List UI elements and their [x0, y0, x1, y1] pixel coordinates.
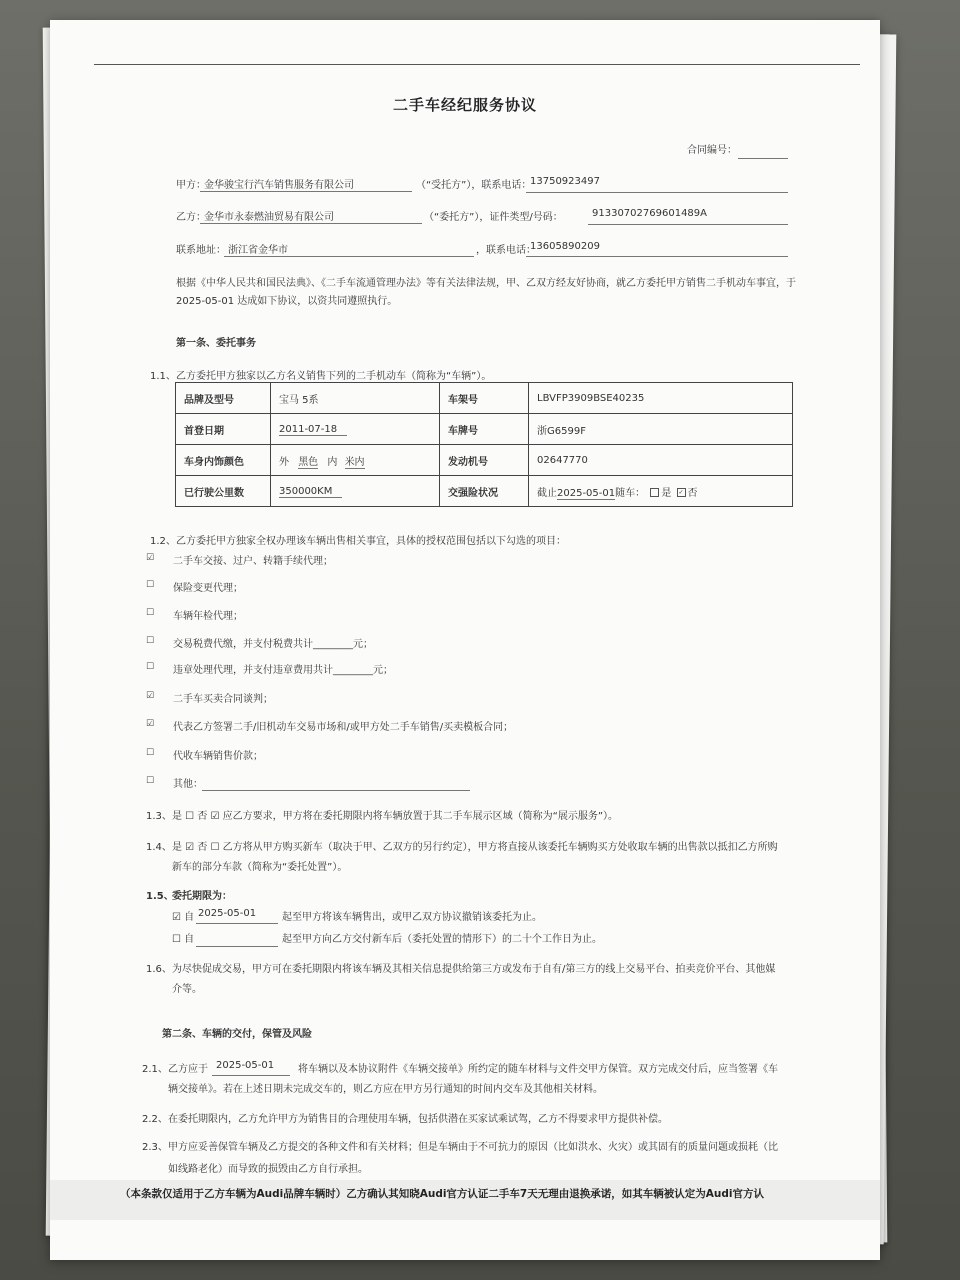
mileage-label: 已行驶公里数: [176, 476, 271, 507]
term-option-1-date: 2025-05-01: [198, 908, 257, 919]
plate-label: 车牌号: [440, 414, 529, 445]
term-option-2-underline: [196, 946, 278, 947]
party-b-name: 金华市永泰燃油贸易有限公司: [204, 212, 334, 223]
insurance-date: 2025-05-01: [557, 487, 616, 499]
party-b-phone: 13605890209: [530, 241, 600, 252]
other-underline: [202, 790, 470, 791]
option-9-checkbox[interactable]: ☐: [146, 776, 155, 786]
clause-2-2-number: 2.2、: [142, 1114, 168, 1125]
party-b-phone-label: ，联系电话：: [476, 245, 536, 256]
contract-number-underline: [738, 158, 788, 159]
table-row: [176, 476, 793, 507]
term-option-2-prefix: ☐ 自: [172, 934, 195, 945]
exterior-color: 黑色: [298, 456, 319, 468]
document-title: 二手车经纪服务协议: [392, 96, 537, 114]
party-b-address-underline: [224, 256, 474, 257]
option-3-checkbox[interactable]: ☐: [146, 608, 155, 618]
registration-date-label: 首登日期: [176, 414, 271, 445]
section-1-heading: 第一条、委托事务: [176, 338, 256, 349]
clause-1-1-text: 乙方委托甲方独家以乙方名义销售下列的二手机动车（简称为“车辆”）。: [176, 371, 492, 382]
party-a-label: 甲方：: [176, 180, 206, 191]
term-option-1-underline: [196, 923, 278, 924]
brand-value: 宝马 5系: [271, 383, 440, 414]
option-7-text: 代表乙方签署二手/旧机动车交易市场和/或甲方处二手车销售/买卖模板合同；: [173, 722, 514, 733]
clause-2-3-line-1: 甲方应妥善保管车辆及乙方提交的各种文件和有关材料；但是车辆由于不可抗力的原因（比如洪水、火灾）或其固有的质量问题或损耗（比: [168, 1142, 778, 1153]
vehicle-info-table: [175, 382, 793, 507]
option-8-text: 代收车辆销售价款；: [173, 751, 263, 762]
party-a-phone: 13750923497: [530, 176, 600, 187]
party-b-address-label: 联系地址：: [176, 245, 226, 256]
mileage-text: 350000KM: [279, 486, 342, 498]
clause-2-1-date-underline: [212, 1075, 290, 1076]
option-6-checkbox[interactable]: ☑: [146, 691, 155, 701]
mileage-value: [271, 476, 440, 507]
clause-1-6-number: 1.6、: [146, 964, 172, 975]
registration-date-value: [271, 414, 440, 445]
vin-label: 车架号: [440, 383, 529, 414]
party-a-phone-underline: [526, 192, 788, 193]
party-b-name-underline: [200, 223, 422, 224]
clause-1-4-number: 1.4、: [146, 842, 172, 853]
option-3-text: 车辆年检代理；: [173, 611, 243, 622]
party-b-phone-underline: [526, 256, 788, 257]
option-6-text: 二手车买卖合同谈判；: [173, 694, 273, 705]
plate-value: 浙G6599F: [529, 414, 793, 445]
intro-line-2: 2025-05-01 达成如下协议，以资共同遵照执行。: [176, 296, 398, 307]
insurance-no-checkbox[interactable]: ✓: [678, 489, 684, 496]
party-b-label: 乙方：: [176, 212, 206, 223]
color-value: [271, 445, 440, 476]
interior-label: 内: [327, 456, 338, 468]
exterior-label: 外: [279, 456, 289, 468]
clause-1-4-line-1: 是 ☑ 否 ☐ 乙方将从甲方购买新车（取决于甲、乙双方的另行约定），甲方将直接从该委托车辆购买方处收取车辆的出售款以抵扣乙方所购: [172, 842, 778, 853]
contract-number-label: 合同编号：: [687, 145, 737, 156]
table-row: [176, 383, 793, 414]
clause-1-3-number: 1.3、: [146, 811, 172, 822]
clause-1-5-number: 1.5、: [146, 891, 174, 902]
table-row: [176, 414, 793, 445]
clause-2-3-line-2: 如线路老化）而导致的损毁由乙方自行承担。: [168, 1164, 368, 1175]
section-2-heading: 第二条、车辆的交付，保管及风险: [162, 1029, 312, 1040]
insurance-yes-label: 是: [661, 487, 672, 499]
clause-1-2-text: 乙方委托甲方独家全权办理该车辆出售相关事宜，具体的授权范围包括以下勾选的项目：: [176, 536, 566, 547]
option-9-text: 其他：: [173, 779, 203, 790]
header-rule: [94, 64, 860, 65]
option-2-text: 保险变更代理；: [173, 583, 243, 594]
option-4-checkbox[interactable]: ☐: [146, 636, 155, 646]
clause-1-3-text: 是 ☐ 否 ☑ 应乙方要求，甲方将在委托期限内将车辆放置于其二手车展示区域（简称为“展示服务”）。: [172, 811, 619, 822]
engine-label: 发动机号: [440, 445, 529, 476]
option-5-checkbox[interactable]: ☐: [146, 662, 155, 672]
clause-1-4-line-2: 新车的部分车款（简称为“委托处置”）。: [172, 862, 348, 873]
interior-color: 米内: [344, 456, 365, 468]
insurance-yes-checkbox[interactable]: [650, 488, 659, 497]
clause-2-2-text: 在委托期限内，乙方允许甲方为销售目的合理使用车辆，包括供潜在买家试乘试驾，乙方不得要求甲方提供补偿。: [168, 1114, 668, 1125]
option-4-text: 交易税费代缴，并支付税费共计________元；: [173, 639, 373, 650]
party-b-id-underline: [588, 224, 788, 225]
clause-2-1-line-2: 辆交接单》。若在上述日期未完成交车的，则乙方应在甲方另行通知的时间内交车及其他相关材料。: [168, 1084, 603, 1095]
insurance-label: 交强险状况: [440, 476, 529, 507]
insurance-prefix: 截止: [537, 487, 557, 499]
vin-value: LBVFP3909BSE40235: [529, 383, 793, 414]
option-2-checkbox[interactable]: ☐: [146, 580, 155, 590]
party-a-name-underline: [200, 191, 412, 192]
clause-2-1-line-1: 将车辆以及本协议附件《车辆交接单》所约定的随车材料与文件交甲方保管。双方完成交付后，应当签署《车: [298, 1064, 778, 1075]
option-5-text: 违章处理代理，并支付违章费用共计________元；: [173, 665, 393, 676]
clause-2-1-date: 2025-05-01: [216, 1060, 275, 1071]
clause-1-6-line-2: 介等。: [172, 984, 202, 995]
clause-2-1-number: 2.1、: [142, 1064, 168, 1075]
engine-value: 02647770: [529, 445, 793, 476]
option-1-text: 二手车交接、过户、转籍手续代理；: [173, 556, 333, 567]
brand-label: 品牌及型号: [176, 383, 271, 414]
clause-1-5-heading: 委托期限为：: [172, 891, 232, 902]
option-7-checkbox[interactable]: ☑: [146, 719, 155, 729]
option-8-checkbox[interactable]: ☐: [146, 748, 155, 758]
intro-line-1: 根据《中华人民共和国民法典》、《二手车流通管理办法》等有关法律法规，甲、乙双方经友好协商，就乙方委托甲方销售二手机动车事宜，于: [176, 278, 796, 289]
party-b-id: 91330702769601489A: [592, 208, 707, 219]
party-b-address: 浙江省金华市: [228, 245, 288, 256]
insurance-value: [529, 476, 793, 507]
clause-2-3-number: 2.3、: [142, 1142, 168, 1153]
clause-1-2-number: 1.2、: [150, 536, 176, 547]
insurance-suffix: 随车：: [615, 487, 646, 499]
option-1-checkbox[interactable]: ☑: [146, 553, 155, 563]
table-row: [176, 445, 793, 476]
clause-2-1-prefix: 乙方应于: [168, 1064, 208, 1075]
clause-1-6-line-1: 为尽快促成交易，甲方可在委托期限内将该车辆及其相关信息提供给第三方或发布于自有/第三方的线上交易平台、拍卖竞价平台、其他媒: [172, 964, 776, 975]
registration-date-text: 2011-07-18: [279, 424, 347, 436]
term-option-1-text: 起至甲方将该车辆售出，或甲乙双方协议撤销该委托为止。: [282, 912, 542, 923]
party-b-role: （“委托方”），证件类型/号码：: [424, 212, 563, 223]
party-a-role: （“受托方”），联系电话：: [416, 180, 532, 191]
color-label: 车身内饰颜色: [176, 445, 271, 476]
contract-page: [50, 20, 880, 1260]
term-option-1-prefix: ☑ 自: [172, 912, 195, 923]
term-option-2-text: 起至甲方向乙方交付新车后（委托处置的情形下）的二十个工作日为止。: [282, 934, 602, 945]
insurance-no-label: 否: [687, 487, 698, 499]
party-a-name: 金华骏宝行汽车销售服务有限公司: [204, 180, 354, 191]
clause-1-1-number: 1.1、: [150, 371, 176, 382]
footer-note: （本条款仅适用于乙方车辆为Audi品牌车辆时）乙方确认其知晓Audi官方认证二手车7天无理由退换承诺，如其车辆被认定为Audi官方认: [120, 1188, 764, 1200]
